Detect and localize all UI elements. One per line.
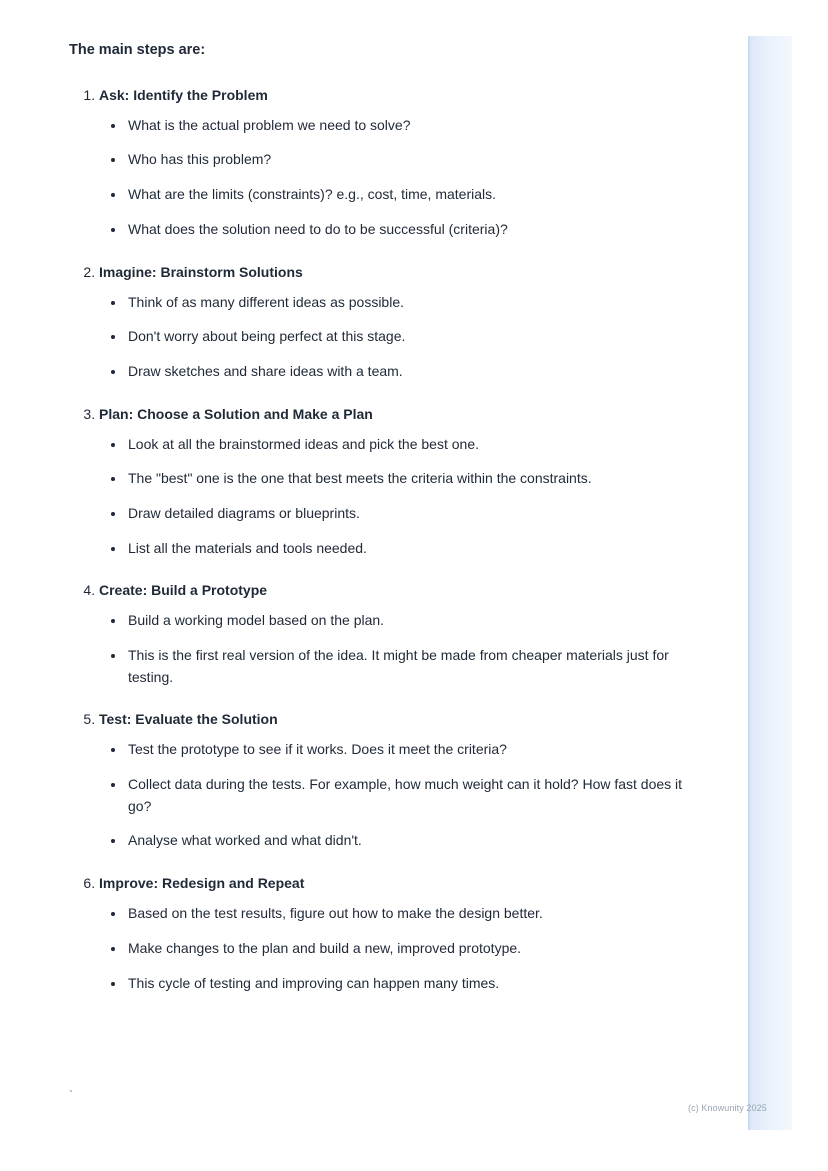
list-item: • Collect data during the tests. For example, how much weight can it hold? How fast does it go? — [126, 774, 689, 817]
step-bullets — [99, 739, 689, 852]
list-item: • Who has this problem? — [126, 149, 689, 171]
list-item: • What is the actual problem we need to solve? — [126, 115, 689, 137]
step-bullets — [99, 434, 689, 560]
list-item: • What are the limits (constraints)? e.g., cost, time, materials. — [126, 184, 689, 206]
list-item: • Build a working model based on the plan. — [126, 610, 689, 632]
page-side-band — [748, 36, 792, 1130]
step-title: 4. Create: Build a Prototype — [99, 582, 268, 599]
list-item: • Draw detailed diagrams or blueprints. — [126, 503, 689, 525]
step-bullets — [99, 115, 689, 241]
list-item — [99, 403, 689, 560]
list-item: • Look at all the brainstormed ideas and pick the best one. — [126, 434, 689, 456]
step-title: 6. Improve: Redesign and Repeat — [99, 875, 305, 892]
list-item: • Analyse what worked and what didn't. — [126, 830, 689, 852]
step-bullets — [99, 903, 689, 994]
step-bullets — [99, 610, 689, 688]
list-item: • Make changes to the plan and build a new, improved prototype. — [126, 938, 689, 960]
step-title: 1. Ask: Identify the Problem — [99, 86, 268, 103]
list-item: • This cycle of testing and improving can happen many times. — [126, 973, 689, 995]
lead-paragraph: The main steps are: — [69, 42, 206, 58]
list-item — [99, 708, 689, 852]
step-title: 5. Test: Evaluate the Solution — [99, 711, 278, 728]
list-item: • What does the solution need to do to be successful (criteria)? — [126, 219, 689, 241]
list-item: • Think of as many different ideas as possible. — [126, 292, 689, 314]
list-item: • Don't worry about being perfect at this stage. — [126, 326, 689, 348]
list-item — [99, 579, 689, 688]
list-item: • Draw sketches and share ideas with a team. — [126, 361, 689, 383]
list-item: • Based on the test results, figure out how to make the design better. — [126, 903, 689, 925]
step-title: 2. Imagine: Brainstorm Solutions — [99, 263, 303, 280]
document-content — [69, 40, 689, 1014]
stray-tick-mark: ` — [69, 1088, 73, 1102]
list-item: • Test the prototype to see if it works. Does it meet the criteria? — [126, 739, 689, 761]
list-item — [99, 261, 689, 383]
list-item — [99, 84, 689, 241]
steps-list — [69, 84, 689, 994]
step-title: 3. Plan: Choose a Solution and Make a Plan — [99, 405, 373, 422]
list-item — [99, 872, 689, 994]
footer-credit: (c) Knowunity 2025 — [688, 1103, 767, 1113]
step-bullets — [99, 292, 689, 383]
list-item: • This is the first real version of the idea. It might be made from cheaper materials just for testing. — [126, 645, 689, 688]
list-item: • List all the materials and tools needed. — [126, 538, 689, 560]
page-side-band-edge — [748, 36, 750, 1130]
list-item: • The "best" one is the one that best meets the criteria within the constraints. — [126, 468, 689, 490]
